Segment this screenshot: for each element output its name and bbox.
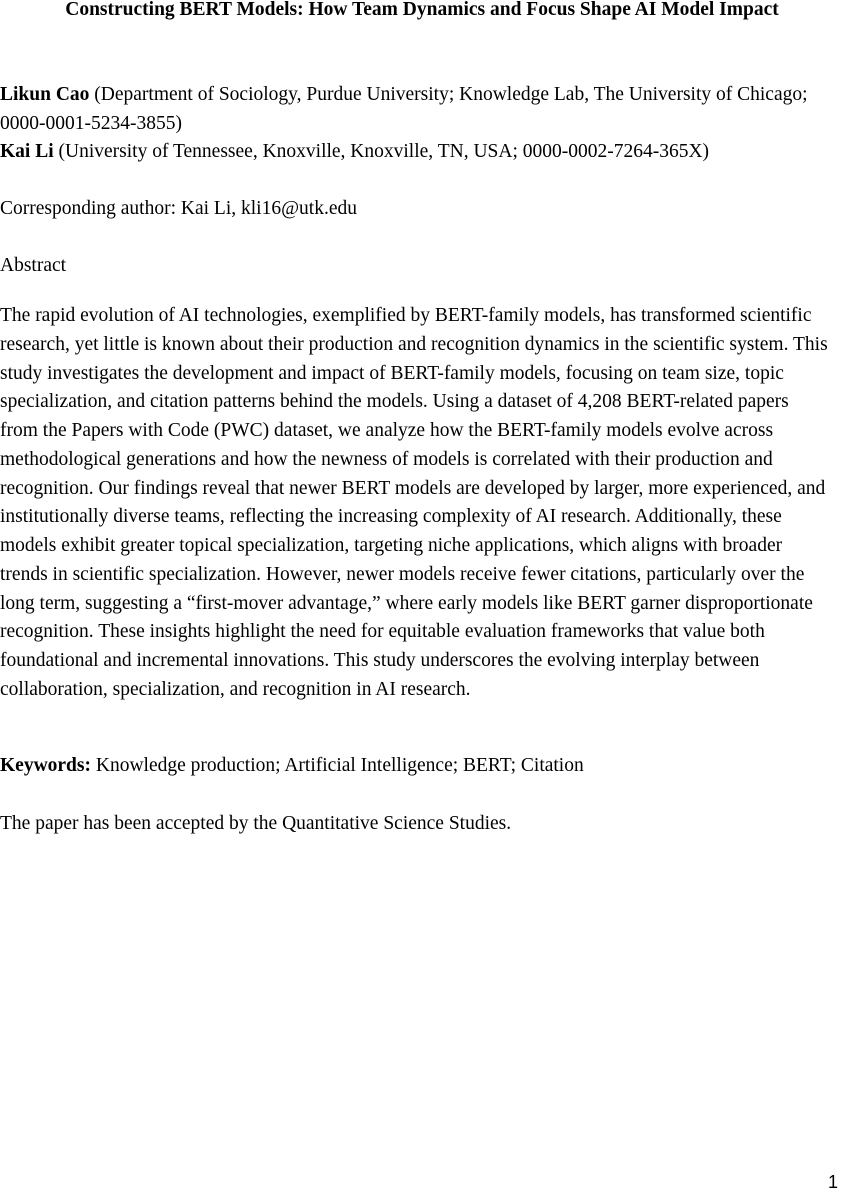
author-affiliation: (University of Tennessee, Knoxville, Knoxville, TN, USA; 0000-0002-7264-365X) <box>58 141 710 163</box>
author-name: Kai Li <box>0 141 54 163</box>
keywords <box>0 752 830 781</box>
abstract-heading: Abstract <box>0 255 67 276</box>
author-name: Likun Cao <box>0 84 90 105</box>
author-entry <box>0 81 830 138</box>
keywords-label: Keywords: <box>0 755 91 776</box>
corresponding-author: Corresponding author: Kai Li, kli16@utk.edu <box>0 198 357 219</box>
paper-title: Constructing BERT Models: How Team Dynamics and Focus Shape AI Model Impact <box>65 0 779 20</box>
author-affiliation: (Department of Sociology, Purdue University; Knowledge Lab, The University of Chicago; 0000-0001-5234-3855) <box>0 84 808 134</box>
page-number: 1 <box>827 1172 838 1192</box>
acceptance-note: The paper has been accepted by the Quantitative Science Studies. <box>0 813 512 834</box>
keywords-value: Knowledge production; Artificial Intelligence; BERT; Citation <box>95 755 584 776</box>
author-list <box>0 81 830 167</box>
abstract-text: The rapid evolution of AI technologies, exemplified by BERT-family models, has transformed scientific research, yet little is known about their production and recognition dynamics in the scientific system. This study investigates the development and impact of BERT-family models, focusing on team size, topic specialization, and citation patterns behind the models. Using a dataset of 4,208 BERT-related papers from the Papers with Code (PWC) dataset, we analyze how the BERT-family models evolve across methodological generations and how the newness of models is correlated with their production and recognition. Our findings reveal that newer BERT models are developed by larger, more experienced, and institutionally diverse teams, reflecting the increasing complexity of AI research. Additionally, these models exhibit greater topical specialization, targeting niche applications, which aligns with broader trends in scientific specialization. However, newer models receive fewer citations, particularly over the long term, suggesting a “first-mover advantage,” where early models like BERT garner disproportionate recognition. These insights highlight the need for equitable evaluation frameworks that value both foundational and incremental innovations. This study underscores the evolving interplay between collaboration, specialization, and recognition in AI research. <box>0 305 828 700</box>
author-entry <box>0 138 830 167</box>
